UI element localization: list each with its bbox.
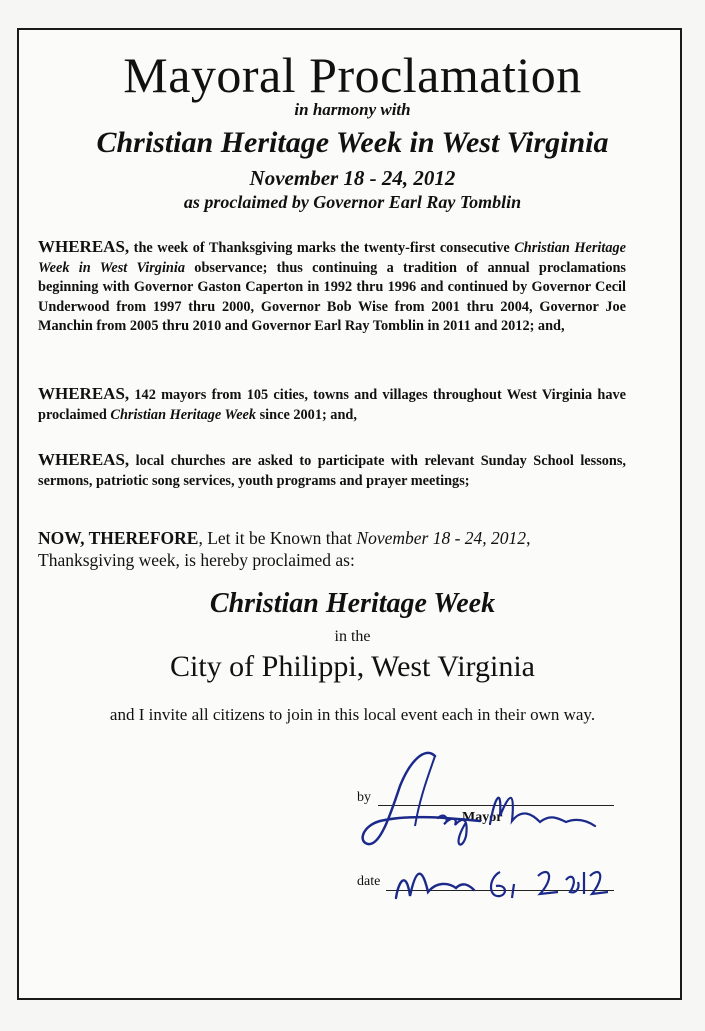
whereas1-italic: Christian Heritage Week in West Virginia xyxy=(38,240,626,276)
mayor-label: Mayor xyxy=(462,810,503,825)
whereas-label: WHEREAS, xyxy=(38,384,130,403)
whereas2-italic: Christian Heritage Week xyxy=(110,406,257,423)
whereas-paragraph-3 xyxy=(38,450,626,491)
now-text-b: , xyxy=(526,528,531,548)
now-dates: November 18 - 24, 2012 xyxy=(356,528,527,548)
whereas1-text-a: the week of Thanksgiving marks the twenty-first consecutive xyxy=(129,240,515,256)
whereas-label: WHEREAS, xyxy=(38,450,130,469)
event-dates: November 18 - 24, 2012 xyxy=(249,166,456,190)
mayor-signature xyxy=(340,726,600,856)
whereas2-text-b: since 2001; and, xyxy=(256,406,357,423)
harmony-subtitle: in harmony with xyxy=(294,100,411,119)
event-title: Christian Heritage Week in West Virginia xyxy=(96,126,609,159)
whereas-paragraph-1 xyxy=(38,237,626,337)
declared-week: Christian Heritage Week xyxy=(209,588,496,619)
by-label: by xyxy=(357,790,371,805)
proclaimed-by: as proclaimed by Governor Earl Ray Tomblin xyxy=(183,192,522,212)
whereas-label: WHEREAS, xyxy=(38,237,130,256)
now-therefore-paragraph xyxy=(38,527,638,571)
whereas1-text-b: observance; thus continuing a tradition of annual proclamations beginning with Governor Gaston Caperton in 1992 thru 1996 and continued by Governor Cecil Underwood from 1997 thru 2000, Governor Bob Wise from 2001 thru 2004, Governor Joe Manchin from 2005 thru 2010 and Governor Earl Ray Tomblin in 2011 and 2012; and, xyxy=(38,259,626,334)
document-title: Mayoral Proclamation xyxy=(123,47,582,103)
now-line-2: Thanksgiving week, is hereby proclaimed as: xyxy=(38,550,355,570)
handwritten-date xyxy=(388,858,608,908)
city-name: City of Philippi, West Virginia xyxy=(170,650,535,683)
whereas3-text: local churches are asked to participate with relevant Sunday School lessons, sermons, patriotic song services, youth programs and prayer meetings; xyxy=(38,453,626,489)
now-text-a: , Let it be Known that xyxy=(198,528,357,548)
invite-text: and I invite all citizens to join in this local event each in their own way. xyxy=(109,705,596,724)
whereas-paragraph-2 xyxy=(38,384,626,425)
now-therefore-label: NOW, THEREFORE xyxy=(38,528,199,548)
in-the-label: in the xyxy=(334,628,371,645)
whereas2-text-a: 142 mayors from 105 cities, towns and villages throughout West Virginia have proclaimed xyxy=(38,387,626,423)
date-label: date xyxy=(357,874,381,889)
